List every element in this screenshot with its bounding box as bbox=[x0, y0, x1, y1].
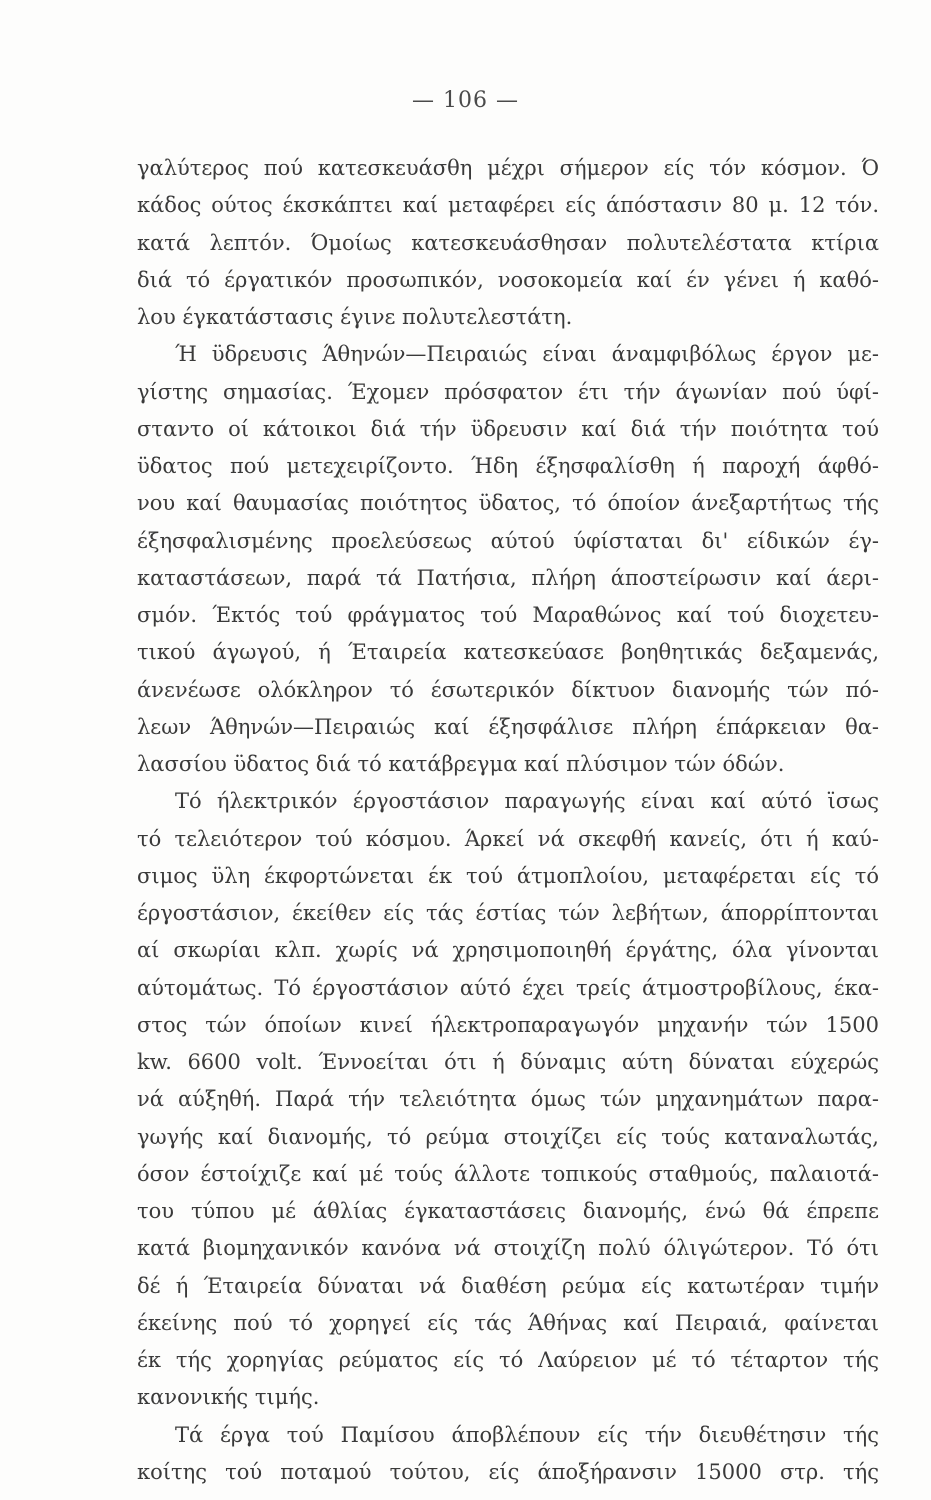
text-line: διά τό έργατικόν προσωπικόν, νοσοκομεία καί έν γένει ή καθό- bbox=[137, 267, 879, 292]
text-line: αί σκωρίαι κλπ. χωρίς νά χρησιμοποιηθή έργάτης, όλα γίνονται bbox=[137, 938, 879, 963]
text-line: του τύπου μέ άθλίας έγκαταστάσεις διανομής, ένώ θά έπρεπε bbox=[137, 1199, 879, 1223]
text-line: γωγής καί διανομής, τό ρεύμα στοιχίζει είς τούς καταναλωτάς, bbox=[137, 1124, 879, 1149]
text-line: γαλύτερος πού κατεσκευάσθη μέχρι σήμερον είς τόν κόσμον. Ό bbox=[137, 156, 879, 180]
text-line: κατά λεπτόν. Όμοίως κατεσκευάσθησαν πολυτελέστατα κτίρια bbox=[137, 230, 879, 255]
text-line: αύτομάτως. Τό έργοστάσιον αύτό έχει τρείς άτμοστροβίλους, έκα- bbox=[137, 975, 879, 1000]
text-line: Ή ϋδρευσις Άθηνών—Πειραιώς είναι άναμφιβόλως έργον με- bbox=[175, 342, 879, 367]
text-line: σμόν. Έκτός τού φράγματος τού Μαραθώνος καί τού διοχετευ- bbox=[137, 603, 879, 627]
text-line: kw. 6600 volt. Έννοείται ότι ή δύναμις αύτη δύναται εύχερώς bbox=[137, 1050, 879, 1074]
text-line: λεων Άθηνών—Πειραιώς καί έξησφάλισε πλήρη έπάρκειαν θα- bbox=[137, 714, 879, 739]
text-line: σιμος ϋλη έκφορτώνεται έκ τού άτμοπλοίου, μεταφέρεται είς τό bbox=[137, 863, 879, 888]
text-line: λασσίου ϋδατος διά τό κατάβρεγμα καί πλύσιμον τών όδών. bbox=[137, 752, 785, 776]
text-line: λου έγκατάστασις έγινε πολυτελεστάτη. bbox=[137, 305, 573, 329]
text-line: νου καί θαυμασίας ποιότητος ϋδατος, τό όποίον άνεξαρτήτως τής bbox=[137, 491, 879, 516]
text-line: άνενέωσε ολόκληρον τό έσωτερικόν δίκτυον διανομής τών πό- bbox=[137, 677, 879, 702]
text-line: Τά έργα τού Παμίσου άποβλέπουν είς τήν διευθέτησιν τής bbox=[175, 1422, 879, 1447]
text-line: έκείνης πού τό χορηγεί είς τάς Άθήνας καί Πειραιά, φαίνεται bbox=[137, 1310, 879, 1335]
text-line: νά αύξηθή. Παρά τήν τελειότητα όμως τών μηχανημάτων παρα- bbox=[137, 1087, 879, 1112]
text-line: δέ ή Έταιρεία δύναται νά διαθέση ρεύμα είς κατωτέραν τιμήν bbox=[137, 1273, 879, 1298]
text-line: κάδος ούτος έκσκάπτει καί μεταφέρει είς άπόστασιν 80 μ. 12 τόν. bbox=[137, 193, 879, 218]
text-line: τό τελειότερον τού κόσμου. Άρκεί νά σκεφθή κανείς, ότι ή καύ- bbox=[137, 826, 879, 851]
text-line: ϋδατος πού μετεχειρίζοντο. Ήδη έξησφαλίσθη ή παροχή άφθό- bbox=[137, 454, 879, 478]
text-line: έκ τής χορηγίας ρεύματος είς τό Λαύρειον μέ τό τέταρτον τής bbox=[137, 1348, 879, 1372]
body-text bbox=[137, 150, 879, 1491]
text-line: στος τών όποίων κινεί ήλεκτροπαραγωγόν μηχανήν τών 1500 bbox=[137, 1012, 879, 1037]
text-line: κανονικής τιμής. bbox=[137, 1385, 320, 1410]
text-line: κοίτης τού ποταμού τούτου, είς άποξήρανσιν 15000 στρ. τής bbox=[137, 1459, 879, 1484]
text-line: γίστης σημασίας. Έχομεν πρόσφατον έτι τήν άγωνίαν πού ύφί- bbox=[137, 379, 879, 404]
text-line: όσον έστοίχιζε καί μέ τούς άλλοτε τοπικούς σταθμούς, παλαιοτά- bbox=[137, 1161, 879, 1186]
text-line: έργοστάσιον, έκείθεν είς τάς έστίας τών λεβήτων, άπορρίπτονται bbox=[137, 901, 879, 925]
page-number: — 106 — bbox=[412, 88, 519, 113]
text-line: καταστάσεων, παρά τά Πατήσια, πλήρη άποστείρωσιν καί άερι- bbox=[137, 565, 879, 590]
text-line: τικού άγωγού, ή Έταιρεία κατεσκεύασε βοηθητικάς δεξαμενάς, bbox=[137, 640, 879, 665]
text-line: έξησφαλισμένης προελεύσεως αύτού ύφίσταται δι' είδικών έγ- bbox=[137, 528, 879, 553]
text-line: σταντο οί κάτοικοι διά τήν ϋδρευσιν καί διά τήν ποιότητα τού bbox=[137, 416, 879, 441]
text-line: κατά βιομηχανικόν κανόνα νά στοιχίζη πολύ όλιγώτερον. Τό ότι bbox=[137, 1236, 879, 1261]
text-line: Τό ήλεκτρικόν έργοστάσιον παραγωγής είναι καί αύτό ϊσως bbox=[175, 789, 879, 814]
